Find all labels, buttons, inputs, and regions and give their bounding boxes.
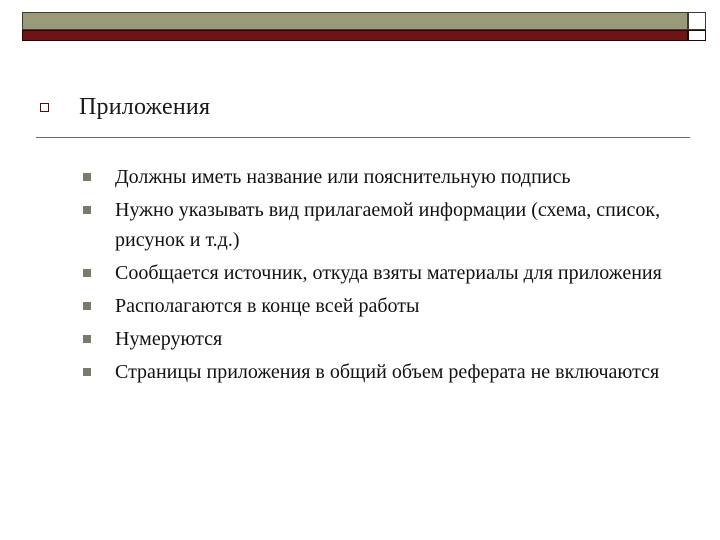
list-item-text: Располагаются в конце всей работы — [115, 295, 420, 317]
hollow-square-bullet-icon — [40, 103, 49, 112]
list-item-text: Нужно указывать вид прилагаемой информации (схема, список, рисунок и т.д.) — [115, 199, 661, 251]
square-bullet-icon — [83, 173, 91, 181]
square-bullet-icon — [83, 368, 91, 376]
square-bullet-icon — [83, 269, 91, 277]
slide-title: Приложения — [79, 93, 211, 120]
list-item-text: Страницы приложения в общий объем реферата не включаются — [115, 361, 660, 383]
square-bullet-icon — [83, 335, 91, 343]
list-item-text: Сообщается источник, откуда взяты материалы для приложения — [115, 262, 662, 284]
slide-title-row — [40, 92, 210, 122]
list-item — [82, 258, 692, 288]
square-bullet-icon — [83, 206, 91, 214]
header-corner-box-bottom — [688, 30, 706, 41]
header-stripe — [22, 30, 688, 41]
list-item-text: Нумеруются — [115, 328, 223, 350]
header-band — [22, 12, 688, 30]
bullet-list — [82, 162, 692, 390]
list-item — [82, 291, 692, 321]
list-item — [82, 324, 692, 354]
header-corner-box-top — [688, 12, 706, 30]
list-item-text: Должны иметь название или пояснительную подпись — [115, 166, 571, 188]
list-item — [82, 195, 692, 255]
square-bullet-icon — [83, 302, 91, 310]
title-divider — [36, 137, 690, 138]
list-item — [82, 357, 692, 387]
list-item — [82, 162, 692, 192]
